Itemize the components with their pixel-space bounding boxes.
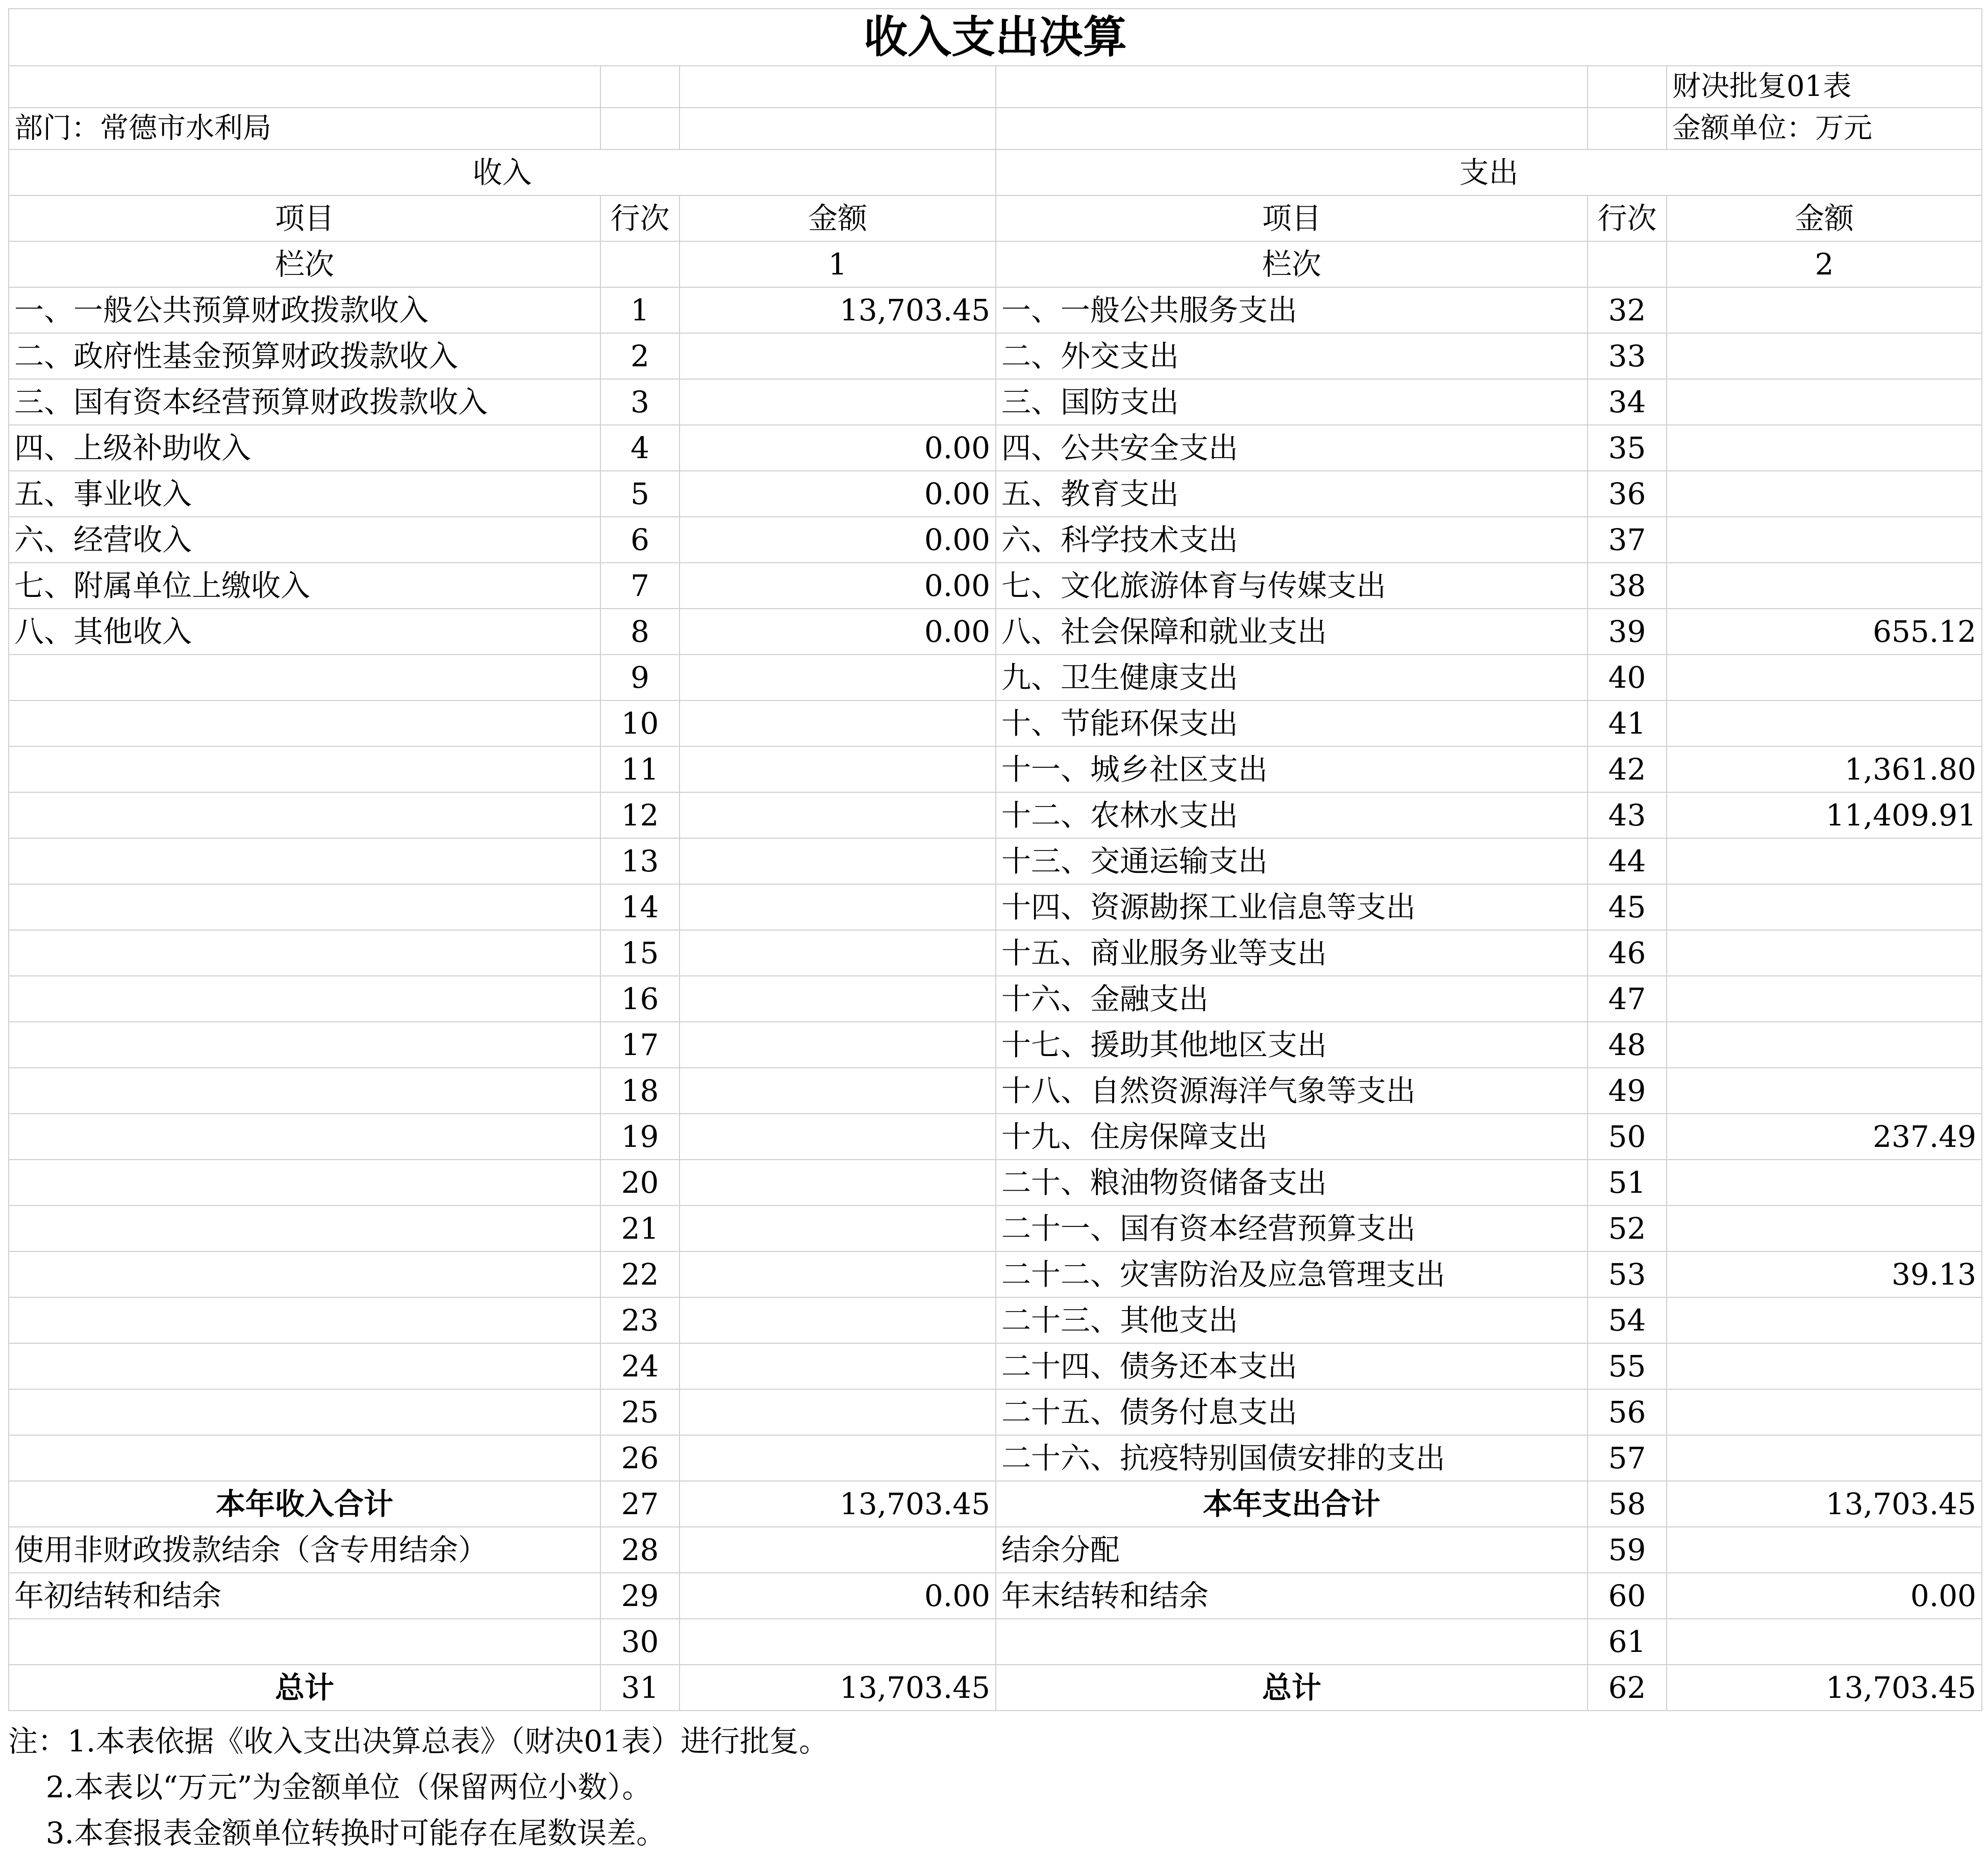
table-row (9, 700, 1982, 746)
expense-item: 十七、援助其他地区支出 (996, 1022, 1588, 1068)
income-amount (680, 1435, 996, 1481)
income-item (9, 746, 600, 792)
empty-cell (1588, 108, 1667, 149)
income-item: 二、政府性基金预算财政拨款收入 (9, 333, 600, 379)
expense-item: 三、国防支出 (996, 379, 1588, 425)
income-item (9, 1619, 600, 1665)
expense-row-number: 43 (1588, 792, 1667, 838)
income-row-number: 3 (600, 379, 680, 425)
footnotes (8, 1718, 1981, 1856)
table-row (9, 746, 1982, 792)
expense-item: 二十五、债务付息支出 (996, 1389, 1588, 1435)
table-row (9, 333, 1982, 379)
income-column-label: 栏次 (9, 241, 600, 287)
income-item: 使用非财政拨款结余（含专用结余） (9, 1527, 600, 1573)
table-row (9, 563, 1982, 609)
income-item: 五、事业收入 (9, 471, 600, 517)
expense-amount: 1,361.80 (1667, 746, 1982, 792)
expense-item: 二十六、抗疫特别国债安排的支出 (996, 1435, 1588, 1481)
footnote-1: 注：1.本表依据《收入支出决算总表》（财决01表）进行批复。 (8, 1724, 829, 1759)
income-row-number: 14 (600, 884, 680, 930)
income-amount (680, 1068, 996, 1114)
expense-item: 九、卫生健康支出 (996, 655, 1588, 700)
expense-amount: 237.49 (1667, 1114, 1982, 1160)
table-row (9, 1206, 1982, 1251)
expense-item: 二十一、国有资本经营预算支出 (996, 1206, 1588, 1251)
income-row-number: 2 (600, 333, 680, 379)
expense-item: 十八、自然资源海洋气象等支出 (996, 1068, 1588, 1114)
income-row-number: 17 (600, 1022, 680, 1068)
empty-cell (996, 66, 1588, 108)
expense-amount (1667, 333, 1982, 379)
expense-item: 十九、住房保障支出 (996, 1114, 1588, 1160)
expense-row-number: 62 (1588, 1665, 1667, 1711)
expense-row-number: 60 (1588, 1573, 1667, 1619)
expense-amount (1667, 1160, 1982, 1206)
expense-amount: 13,703.45 (1667, 1481, 1982, 1527)
expense-row-number: 51 (1588, 1160, 1667, 1206)
expense-amount (1667, 1206, 1982, 1251)
empty-cell (9, 66, 600, 108)
expense-amount (1667, 1068, 1982, 1114)
expense-row-number: 39 (1588, 609, 1667, 655)
expense-row-number: 37 (1588, 517, 1667, 563)
footnote-2: 2.本表以“万元”为金额单位（保留两位小数）。 (8, 1770, 652, 1804)
income-row-number: 21 (600, 1206, 680, 1251)
expense-rowno-header: 行次 (1588, 195, 1667, 241)
empty-cell (1588, 241, 1667, 287)
income-row-number: 16 (600, 976, 680, 1022)
expense-row-number: 41 (1588, 700, 1667, 746)
expense-row-number: 47 (1588, 976, 1667, 1022)
expense-row-number: 35 (1588, 425, 1667, 471)
table-row (9, 838, 1982, 884)
expense-row-number: 56 (1588, 1389, 1667, 1435)
table-row (9, 1435, 1982, 1481)
income-column-number: 1 (680, 241, 996, 287)
income-item (9, 1068, 600, 1114)
income-item-header: 项目 (9, 195, 600, 241)
income-amount-header: 金额 (680, 195, 996, 241)
expense-item: 十三、交通运输支出 (996, 838, 1588, 884)
income-amount (680, 792, 996, 838)
income-item (9, 655, 600, 700)
expense-item: 十六、金融支出 (996, 976, 1588, 1022)
expense-section-header: 支出 (996, 149, 1982, 195)
income-amount: 13,703.45 (680, 1481, 996, 1527)
expense-row-number: 46 (1588, 930, 1667, 976)
expense-row-number: 33 (1588, 333, 1667, 379)
expense-item: 年末结转和结余 (996, 1573, 1588, 1619)
income-item: 八、其他收入 (9, 609, 600, 655)
income-row-number: 11 (600, 746, 680, 792)
expense-row-number: 54 (1588, 1297, 1667, 1343)
income-amount (680, 379, 996, 425)
table-row (9, 609, 1982, 655)
income-item (9, 1160, 600, 1206)
expense-row-number: 40 (1588, 655, 1667, 700)
expense-item: 本年支出合计 (996, 1481, 1588, 1527)
income-amount: 13,703.45 (680, 1665, 996, 1711)
expense-row-number: 42 (1588, 746, 1667, 792)
expense-item: 二十二、灾害防治及应急管理支出 (996, 1251, 1588, 1297)
expense-row-number: 34 (1588, 379, 1667, 425)
income-amount (680, 1619, 996, 1665)
table-row (9, 1160, 1982, 1206)
expense-row-number: 53 (1588, 1251, 1667, 1297)
income-row-number: 4 (600, 425, 680, 471)
income-amount (680, 700, 996, 746)
expense-item: 五、教育支出 (996, 471, 1588, 517)
income-item (9, 1297, 600, 1343)
income-row-number: 22 (600, 1251, 680, 1297)
expense-amount (1667, 700, 1982, 746)
table-row (9, 1022, 1982, 1068)
income-item (9, 1343, 600, 1389)
income-item (9, 700, 600, 746)
income-amount (680, 884, 996, 930)
income-row-number: 20 (600, 1160, 680, 1206)
expense-amount: 13,703.45 (1667, 1665, 1982, 1711)
income-row-number: 15 (600, 930, 680, 976)
expense-item: 十四、资源勘探工业信息等支出 (996, 884, 1588, 930)
table-row (9, 655, 1982, 700)
expense-row-number: 44 (1588, 838, 1667, 884)
expense-item: 二十三、其他支出 (996, 1297, 1588, 1343)
expense-row-number: 32 (1588, 287, 1667, 333)
income-item (9, 1435, 600, 1481)
income-item (9, 838, 600, 884)
income-amount (680, 838, 996, 884)
income-row-number: 9 (600, 655, 680, 700)
income-item: 三、国有资本经营预算财政拨款收入 (9, 379, 600, 425)
income-item: 一、一般公共预算财政拨款收入 (9, 287, 600, 333)
expense-amount (1667, 930, 1982, 976)
income-row-number: 5 (600, 471, 680, 517)
form-code: 财决批复01表 (1667, 66, 1982, 108)
expense-item: 八、社会保障和就业支出 (996, 609, 1588, 655)
income-item: 总计 (9, 1665, 600, 1711)
income-row-number: 25 (600, 1389, 680, 1435)
income-row-number: 8 (600, 609, 680, 655)
expense-row-number: 49 (1588, 1068, 1667, 1114)
expense-amount (1667, 884, 1982, 930)
income-amount (680, 1022, 996, 1068)
expense-amount (1667, 471, 1982, 517)
income-row-number: 27 (600, 1481, 680, 1527)
income-item: 四、上级补助收入 (9, 425, 600, 471)
income-item (9, 884, 600, 930)
table-row (9, 1068, 1982, 1114)
table-row (9, 1343, 1982, 1389)
spreadsheet (8, 8, 1981, 1711)
empty-cell (1588, 66, 1667, 108)
expense-amount: 0.00 (1667, 1573, 1982, 1619)
income-amount (680, 1114, 996, 1160)
empty-cell (680, 108, 996, 149)
income-item: 七、附属单位上缴收入 (9, 563, 600, 609)
expense-item: 二十四、债务还本支出 (996, 1343, 1588, 1389)
income-section-header: 收入 (9, 149, 996, 195)
income-row-number: 24 (600, 1343, 680, 1389)
expense-row-number: 52 (1588, 1206, 1667, 1251)
income-amount (680, 976, 996, 1022)
expense-amount (1667, 976, 1982, 1022)
income-amount (680, 1251, 996, 1297)
expense-amount (1667, 517, 1982, 563)
table-row (9, 1251, 1982, 1297)
expense-item: 总计 (996, 1665, 1588, 1711)
expense-amount (1667, 1343, 1982, 1389)
income-item (9, 792, 600, 838)
table-row (9, 1297, 1982, 1343)
expense-row-number: 59 (1588, 1527, 1667, 1573)
unit-label: 金额单位：万元 (1667, 108, 1982, 149)
income-amount (680, 1343, 996, 1389)
expense-amount (1667, 838, 1982, 884)
income-item (9, 1389, 600, 1435)
expense-item: 十五、商业服务业等支出 (996, 930, 1588, 976)
income-amount (680, 1297, 996, 1343)
expense-amount: 655.12 (1667, 609, 1982, 655)
income-row-number: 28 (600, 1527, 680, 1573)
expense-item: 二、外交支出 (996, 333, 1588, 379)
table-row (9, 884, 1982, 930)
income-amount: 0.00 (680, 609, 996, 655)
income-row-number: 30 (600, 1619, 680, 1665)
expense-row-number: 61 (1588, 1619, 1667, 1665)
expense-amount (1667, 1022, 1982, 1068)
table-row (9, 287, 1982, 333)
expense-amount (1667, 655, 1982, 700)
expense-item: 六、科学技术支出 (996, 517, 1588, 563)
expense-amount (1667, 1435, 1982, 1481)
table-row (9, 1665, 1982, 1711)
expense-row-number: 50 (1588, 1114, 1667, 1160)
income-amount (680, 1527, 996, 1573)
table-row (9, 976, 1982, 1022)
income-item (9, 1114, 600, 1160)
income-amount: 0.00 (680, 563, 996, 609)
expense-row-number: 38 (1588, 563, 1667, 609)
income-amount (680, 1206, 996, 1251)
expense-item: 十二、农林水支出 (996, 792, 1588, 838)
income-row-number: 19 (600, 1114, 680, 1160)
expense-amount: 11,409.91 (1667, 792, 1982, 838)
table-row (9, 1573, 1982, 1619)
income-amount: 0.00 (680, 471, 996, 517)
expense-amount (1667, 287, 1982, 333)
income-amount (680, 1389, 996, 1435)
income-amount (680, 333, 996, 379)
table-row (9, 1389, 1982, 1435)
income-row-number: 12 (600, 792, 680, 838)
income-item: 本年收入合计 (9, 1481, 600, 1527)
expense-row-number: 58 (1588, 1481, 1667, 1527)
income-amount: 0.00 (680, 517, 996, 563)
income-row-number: 1 (600, 287, 680, 333)
table-row (9, 379, 1982, 425)
empty-cell (600, 241, 680, 287)
table-row (9, 517, 1982, 563)
expense-amount (1667, 1527, 1982, 1573)
income-row-number: 29 (600, 1573, 680, 1619)
income-rowno-header: 行次 (600, 195, 680, 241)
expense-item: 十、节能环保支出 (996, 700, 1588, 746)
expense-amount (1667, 379, 1982, 425)
expense-item: 一、一般公共服务支出 (996, 287, 1588, 333)
income-amount (680, 746, 996, 792)
footnote-3: 3.本套报表金额单位转换时可能存在尾数误差。 (8, 1816, 666, 1850)
table-row (9, 1481, 1982, 1527)
income-amount (680, 1160, 996, 1206)
expense-row-number: 57 (1588, 1435, 1667, 1481)
income-item (9, 1022, 600, 1068)
department-label: 部门：常德市水利局 (9, 108, 600, 149)
expense-item: 结余分配 (996, 1527, 1588, 1573)
empty-cell (600, 66, 680, 108)
table-row (9, 471, 1982, 517)
income-item (9, 930, 600, 976)
table-row (9, 930, 1982, 976)
income-row-number: 26 (600, 1435, 680, 1481)
expense-amount (1667, 1297, 1982, 1343)
income-amount (680, 930, 996, 976)
table-row (9, 1114, 1982, 1160)
income-expense-table (8, 8, 1982, 1711)
expense-amount (1667, 425, 1982, 471)
income-amount (680, 655, 996, 700)
income-amount: 0.00 (680, 1573, 996, 1619)
income-item (9, 1251, 600, 1297)
empty-cell (996, 108, 1588, 149)
income-amount: 13,703.45 (680, 287, 996, 333)
expense-item: 十一、城乡社区支出 (996, 746, 1588, 792)
expense-row-number: 36 (1588, 471, 1667, 517)
expense-item: 七、文化旅游体育与传媒支出 (996, 563, 1588, 609)
expense-item: 二十、粮油物资储备支出 (996, 1160, 1588, 1206)
expense-amount-header: 金额 (1667, 195, 1982, 241)
expense-column-number: 2 (1667, 241, 1982, 287)
expense-row-number: 45 (1588, 884, 1667, 930)
table-row (9, 1527, 1982, 1573)
income-item (9, 976, 600, 1022)
table-row (9, 1619, 1982, 1665)
income-item (9, 1206, 600, 1251)
income-amount: 0.00 (680, 425, 996, 471)
expense-amount (1667, 1619, 1982, 1665)
income-row-number: 10 (600, 700, 680, 746)
expense-column-label: 栏次 (996, 241, 1588, 287)
income-item: 年初结转和结余 (9, 1573, 600, 1619)
income-row-number: 31 (600, 1665, 680, 1711)
table-row (9, 792, 1982, 838)
empty-cell (680, 66, 996, 108)
expense-row-number: 55 (1588, 1343, 1667, 1389)
expense-amount (1667, 563, 1982, 609)
income-row-number: 6 (600, 517, 680, 563)
income-row-number: 7 (600, 563, 680, 609)
expense-item-header: 项目 (996, 195, 1588, 241)
income-row-number: 23 (600, 1297, 680, 1343)
income-row-number: 18 (600, 1068, 680, 1114)
table-row (9, 425, 1982, 471)
empty-cell (600, 108, 680, 149)
expense-item: 四、公共安全支出 (996, 425, 1588, 471)
expense-row-number: 48 (1588, 1022, 1667, 1068)
income-item: 六、经营收入 (9, 517, 600, 563)
expense-amount: 39.13 (1667, 1251, 1982, 1297)
table-title: 收入支出决算 (9, 9, 1982, 66)
income-row-number: 13 (600, 838, 680, 884)
expense-item (996, 1619, 1588, 1665)
expense-amount (1667, 1389, 1982, 1435)
